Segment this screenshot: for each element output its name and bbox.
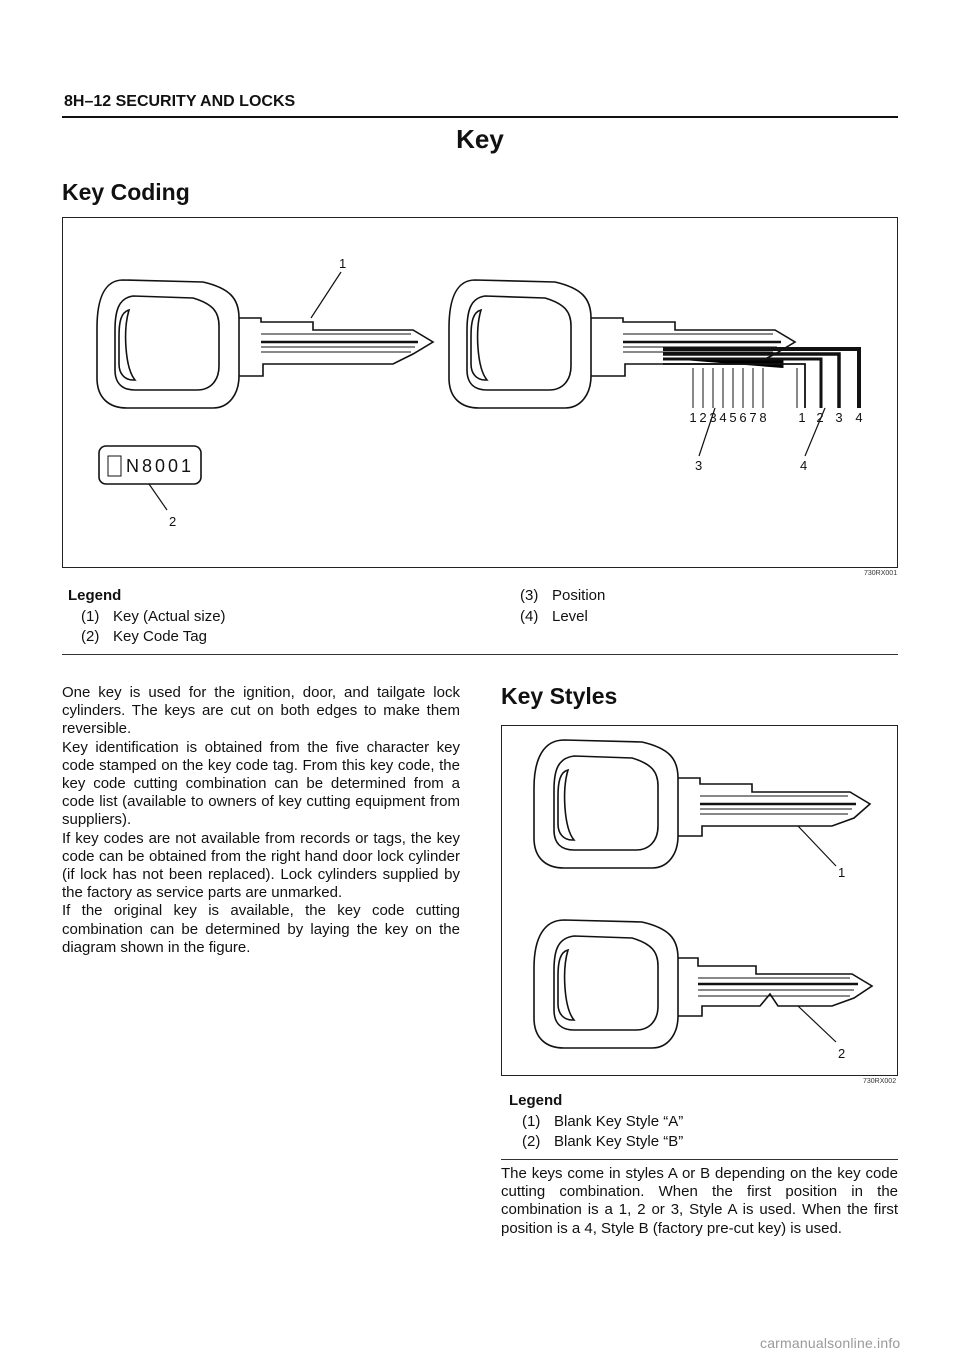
divider <box>62 654 898 655</box>
legend-item: (1) Blank Key Style “A” <box>522 1112 684 1130</box>
level-number: 1 <box>798 410 806 425</box>
paragraph: Key identification is obtained from the five character key code stamped on the key code tag. From this key code, the key code cutting combination can be determined from a code list (available to owners of key cutting equipment from suppliers). <box>62 738 460 829</box>
position-number: 3 <box>709 410 717 425</box>
callout-2: 2 <box>838 1046 846 1061</box>
section-title-key-styles: Key Styles <box>501 683 618 709</box>
callout-3: 3 <box>695 458 703 473</box>
figure-code: 730RX002 <box>863 1078 897 1085</box>
position-number: 1 <box>689 410 697 425</box>
paragraph: If the original key is available, the key code cutting combination can be determined by laying the key on the diagram shown in the figure. <box>62 902 460 956</box>
key-code-tag-text: N8001 <box>126 456 195 476</box>
page-header <box>62 90 898 118</box>
callout-1: 1 <box>339 256 347 271</box>
legend-title: Legend <box>509 1092 563 1109</box>
key-styles-body <box>501 1165 898 1238</box>
legend-item: (3) Position <box>520 587 606 604</box>
level-number: 2 <box>816 410 824 425</box>
paragraph: If key codes are not available from records or tags, the key code can be obtained from the right hand door lock cylinder (if lock has not been replaced). Lock cylinders supplied by the factory as service parts are unmarked. <box>62 829 460 902</box>
header-text: 8H–12 SECURITY AND LOCKS <box>64 93 296 110</box>
position-number: 4 <box>719 410 727 425</box>
position-number: 5 <box>729 410 737 425</box>
callout-2: 2 <box>169 514 177 529</box>
divider <box>501 1159 898 1160</box>
paragraph: One key is used for the ignition, door, and tailgate lock cylinders. The keys are cut on both edges to make them reversible. <box>62 684 460 738</box>
key-coding-figure <box>62 217 898 568</box>
legend-title: Legend <box>68 587 122 604</box>
level-number: 3 <box>835 410 843 425</box>
key-styles-figure <box>501 725 898 1076</box>
key-styles-diagram <box>502 726 899 1077</box>
position-number: 8 <box>759 410 767 425</box>
position-number: 7 <box>749 410 757 425</box>
position-number: 6 <box>739 410 747 425</box>
page-title: Key <box>456 124 504 154</box>
level-number: 4 <box>855 410 863 425</box>
paragraph: The keys come in styles A or B depending on the key code cutting combination. When the first position in the combination is a 1, 2 or 3, Style A is used. When the first position is a 4, Style B (factory pre-cut key) is used. <box>501 1165 898 1237</box>
callout-4: 4 <box>800 458 808 473</box>
figure-code: 730RX001 <box>864 570 898 577</box>
key-coding-legend <box>68 586 226 648</box>
legend-item: (2) Key Code Tag <box>81 628 207 645</box>
key-styles-legend <box>509 1091 683 1153</box>
watermark[interactable]: carmanualsonline.info <box>760 1335 901 1351</box>
key-coding-body <box>62 684 460 957</box>
section-title-key-coding: Key Coding <box>62 179 190 205</box>
key-coding-diagram <box>63 218 899 569</box>
legend-item: (1) Key (Actual size) <box>81 607 226 625</box>
key-coding-legend-right <box>520 586 605 627</box>
legend-item: (4) Level <box>520 607 588 625</box>
legend-item: (2) Blank Key Style “B” <box>522 1133 684 1150</box>
position-number: 2 <box>699 410 707 425</box>
callout-1: 1 <box>838 865 846 880</box>
